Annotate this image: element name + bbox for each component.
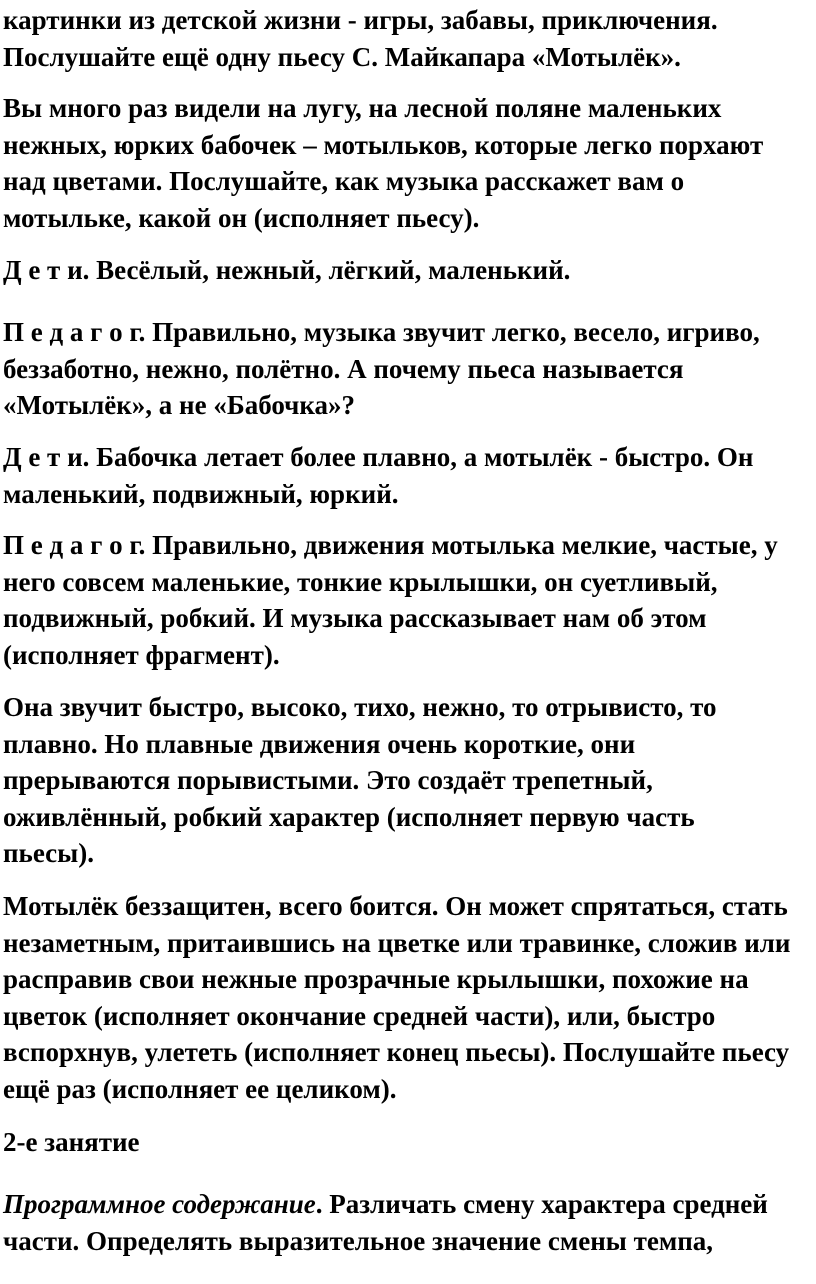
teacher-text: Правильно, музыка звучит легко, весело, игриво, беззаботно, нежно, полётно. А почему пьеса называется «Мотылёк», а не «Бабочка»?	[3, 317, 760, 421]
children-answer-text: Бабочка летает более плавно, а мотылёк - быстро. Он маленький, подвижный, юркий.	[3, 442, 754, 509]
paragraph-intro: картинки из детской жизни - игры, забавы, приключения. Послушайте ещё одну пьесу С. Майкапара «Мотылёк».	[3, 5, 718, 72]
paragraph-teacher-1	[3, 314, 760, 424]
paragraph-children-answer-1	[3, 252, 570, 289]
program-content-label: Программное содержание	[3, 1189, 316, 1219]
section-heading-lesson-2: 2-е занятие	[3, 1127, 140, 1157]
paragraph-butterflies: Вы много раз видели на лугу, на лесной поляне маленьких нежных, юрких бабочек – мотыльков, которые легко порхают над цветами. Послушайте, как музыка расскажет вам о мотыльке, какой он (исполняет пьесу).	[3, 93, 764, 233]
teacher-text: Правильно, движения мотылька мелкие, частые, у него совсем маленькие, тонкие крылышки, он суетливый, подвижный, робкий. И музыка рассказывает нам об этом (исполняет фрагмент).	[3, 530, 778, 670]
program-content-text: . Различать смену характера средней части. Определять выразительное значение смены темпа,	[3, 1189, 768, 1256]
speaker-teacher: П е д а г о г.	[3, 317, 146, 347]
paragraph-moth-story: Мотылёк беззащитен, всего боится. Он может спрятаться, стать незаметным, притаившись на цветке или травинке, сложив или расправив свои нежные прозрачные крылышки, похожие на цветок (исполняет окончание средней части), или, быстро вспорхнув, улететь (исполняет конец пьесы). Послушайте пьесу ещё раз (исполняет ее целиком).	[3, 891, 791, 1104]
paragraph-program-content	[3, 1186, 768, 1259]
paragraph-children-answer-2	[3, 439, 753, 512]
children-answer-text: Весёлый, нежный, лёгкий, маленький.	[89, 255, 571, 285]
paragraph-music-description: Она звучит быстро, высоко, тихо, нежно, то отрывисто, то плавно. Но плавные движения очень короткие, они прерываются порывистыми. Это создаёт трепетный, оживлённый, робкий характер (исполняет первую часть пьесы).	[3, 692, 717, 869]
speaker-children: Д е т и.	[3, 255, 90, 285]
speaker-teacher: П е д а г о г.	[3, 530, 146, 560]
paragraph-teacher-2	[3, 527, 778, 673]
speaker-children: Д е т и.	[3, 442, 90, 472]
